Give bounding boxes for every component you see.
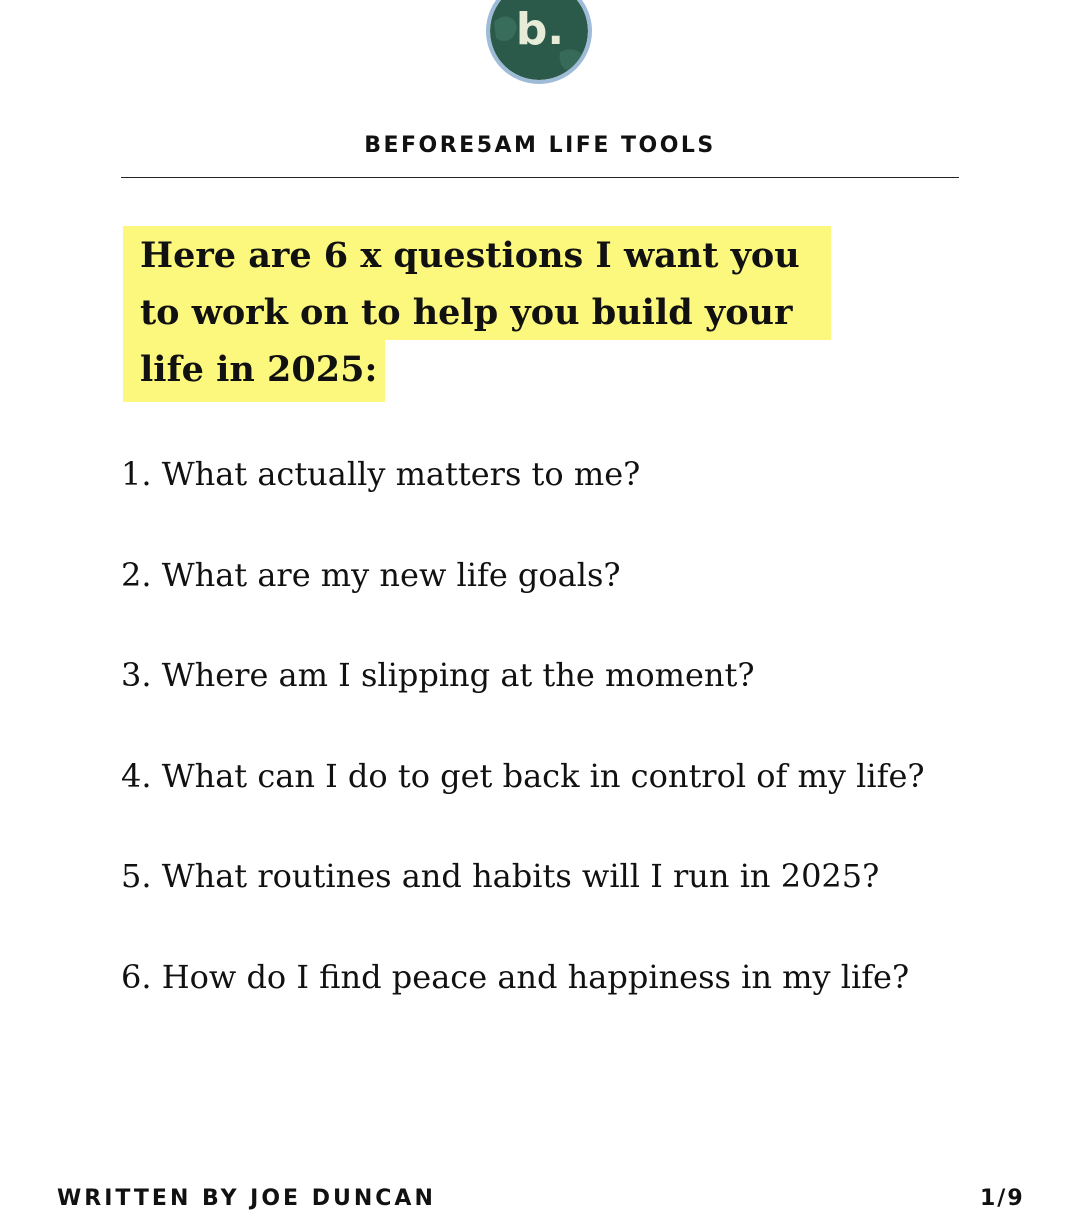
question-list: [121, 446, 925, 1049]
page-number: 1/9: [980, 1186, 1025, 1211]
intro-line-1: Here are 6 x questions I want you: [123, 226, 831, 283]
logo-graphic: [490, 0, 588, 80]
header-divider: [121, 177, 959, 178]
brand-title: BEFORE5AM LIFE TOOLS: [364, 133, 716, 158]
intro-line-3: life in 2025:: [123, 340, 385, 402]
question-item: 1. What actually matters to me?: [121, 455, 641, 493]
author-credit: WRITTEN BY JOE DUNCAN: [57, 1186, 436, 1211]
question-item: 3. Where am I slipping at the moment?: [121, 656, 755, 694]
question-item: 2. What are my new life goals?: [121, 555, 621, 594]
intro-highlight: [123, 226, 831, 402]
question-item: 4. What can I do to get back in control of my life?: [121, 756, 925, 795]
intro-line-2: to work on to help you build your: [123, 283, 831, 340]
brand-logo-icon: [486, 0, 592, 84]
question-item: 6. How do I find peace and happiness in my life?: [121, 957, 910, 996]
question-item: 5. What routines and habits will I run in 2025?: [121, 857, 880, 895]
logo-letter: b.: [515, 4, 565, 55]
